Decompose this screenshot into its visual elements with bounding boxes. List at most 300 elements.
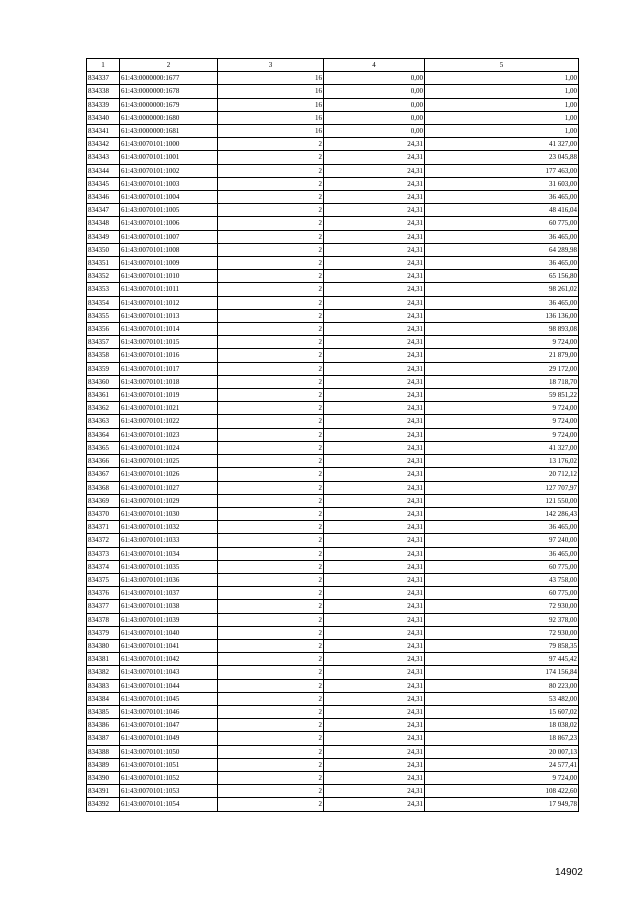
table-row	[87, 375, 579, 388]
table-row	[87, 296, 579, 309]
rate-cell: 24,31	[324, 758, 425, 771]
rate-cell: 24,31	[324, 362, 425, 375]
column-header-2: 2	[120, 59, 218, 72]
table-row	[87, 283, 579, 296]
cadastral-number-cell: 61:43:0070101:1035	[120, 560, 218, 573]
code-cell: 2	[218, 560, 324, 573]
table-row	[87, 362, 579, 375]
rate-cell: 24,31	[324, 323, 425, 336]
rate-cell: 24,31	[324, 375, 425, 388]
rate-cell: 24,31	[324, 191, 425, 204]
cadastral-number-cell: 61:43:0070101:1002	[120, 164, 218, 177]
row-number-cell: 834350	[87, 243, 120, 256]
table-row	[87, 560, 579, 573]
rate-cell: 24,31	[324, 679, 425, 692]
value-cell: 1,00	[425, 85, 579, 98]
row-number-cell: 834381	[87, 653, 120, 666]
value-cell: 72 930,00	[425, 626, 579, 639]
rate-cell: 24,31	[324, 547, 425, 560]
rate-cell: 24,31	[324, 666, 425, 679]
code-cell: 2	[218, 547, 324, 560]
table-row	[87, 666, 579, 679]
value-cell: 1,00	[425, 72, 579, 85]
value-cell: 59 851,22	[425, 389, 579, 402]
table-body	[87, 72, 579, 811]
value-cell: 1,00	[425, 98, 579, 111]
code-cell: 2	[218, 455, 324, 468]
cadastral-number-cell: 61:43:0070101:1001	[120, 151, 218, 164]
cadastral-number-cell: 61:43:0070101:1021	[120, 402, 218, 415]
table-row	[87, 217, 579, 230]
table-row	[87, 323, 579, 336]
value-cell: 174 156,84	[425, 666, 579, 679]
value-cell: 9 724,00	[425, 415, 579, 428]
code-cell: 2	[218, 534, 324, 547]
rate-cell: 24,31	[324, 653, 425, 666]
row-number-cell: 834352	[87, 270, 120, 283]
table-row	[87, 798, 579, 811]
cadastral-number-cell: 61:43:0070101:1022	[120, 415, 218, 428]
row-number-cell: 834354	[87, 296, 120, 309]
table-row	[87, 164, 579, 177]
table-row	[87, 98, 579, 111]
row-number-cell: 834341	[87, 125, 120, 138]
row-number-cell: 834365	[87, 441, 120, 454]
cadastral-number-cell: 61:43:0070101:1027	[120, 481, 218, 494]
code-cell: 2	[218, 600, 324, 613]
cadastral-number-cell: 61:43:0070101:1045	[120, 692, 218, 705]
value-cell: 20 712,12	[425, 468, 579, 481]
rate-cell: 24,31	[324, 494, 425, 507]
rate-cell: 24,31	[324, 230, 425, 243]
code-cell: 2	[218, 639, 324, 652]
cadastral-number-cell: 61:43:0070101:1011	[120, 283, 218, 296]
cadastral-number-cell: 61:43:0070101:1033	[120, 534, 218, 547]
cadastral-number-cell: 61:43:0070101:1003	[120, 177, 218, 190]
code-cell: 16	[218, 85, 324, 98]
rate-cell: 24,31	[324, 481, 425, 494]
cadastral-number-cell: 61:43:0070101:1017	[120, 362, 218, 375]
row-number-cell: 834386	[87, 719, 120, 732]
column-header-5: 5	[425, 59, 579, 72]
code-cell: 2	[218, 719, 324, 732]
row-number-cell: 834388	[87, 745, 120, 758]
value-cell: 29 172,00	[425, 362, 579, 375]
cadastral-number-cell: 61:43:0070101:1014	[120, 323, 218, 336]
value-cell: 98 893,08	[425, 323, 579, 336]
code-cell: 2	[218, 309, 324, 322]
registry-table	[86, 58, 579, 812]
value-cell: 18 718,70	[425, 375, 579, 388]
table-row	[87, 125, 579, 138]
cadastral-number-cell: 61:43:0070101:1025	[120, 455, 218, 468]
rate-cell: 24,31	[324, 468, 425, 481]
cadastral-number-cell: 61:43:0000000:1678	[120, 85, 218, 98]
value-cell: 36 465,00	[425, 257, 579, 270]
table-row	[87, 507, 579, 520]
table-row	[87, 732, 579, 745]
cadastral-number-cell: 61:43:0070101:1024	[120, 441, 218, 454]
code-cell: 16	[218, 111, 324, 124]
code-cell: 2	[218, 323, 324, 336]
value-cell: 36 465,00	[425, 296, 579, 309]
value-cell: 60 775,00	[425, 560, 579, 573]
cadastral-number-cell: 61:43:0000000:1681	[120, 125, 218, 138]
rate-cell: 24,31	[324, 785, 425, 798]
rate-cell: 24,31	[324, 613, 425, 626]
value-cell: 98 261,02	[425, 283, 579, 296]
cadastral-number-cell: 61:43:0070101:1029	[120, 494, 218, 507]
row-number-cell: 834383	[87, 679, 120, 692]
table-row	[87, 468, 579, 481]
rate-cell: 24,31	[324, 692, 425, 705]
code-cell: 2	[218, 481, 324, 494]
rate-cell: 24,31	[324, 587, 425, 600]
code-cell: 2	[218, 653, 324, 666]
cadastral-number-cell: 61:43:0070101:1034	[120, 547, 218, 560]
value-cell: 60 775,00	[425, 217, 579, 230]
code-cell: 2	[218, 732, 324, 745]
value-cell: 43 758,00	[425, 573, 579, 586]
page-number: 14902	[555, 867, 583, 878]
value-cell: 48 416,04	[425, 204, 579, 217]
rate-cell: 24,31	[324, 560, 425, 573]
table-row	[87, 402, 579, 415]
value-cell: 97 445,42	[425, 653, 579, 666]
rate-cell: 24,31	[324, 270, 425, 283]
code-cell: 2	[218, 389, 324, 402]
value-cell: 9 724,00	[425, 336, 579, 349]
table-row	[87, 257, 579, 270]
row-number-cell: 834342	[87, 138, 120, 151]
row-number-cell: 834364	[87, 428, 120, 441]
cadastral-number-cell: 61:43:0070101:1043	[120, 666, 218, 679]
rate-cell: 24,31	[324, 428, 425, 441]
code-cell: 2	[218, 164, 324, 177]
row-number-cell: 834345	[87, 177, 120, 190]
code-cell: 2	[218, 785, 324, 798]
code-cell: 2	[218, 521, 324, 534]
rate-cell: 24,31	[324, 151, 425, 164]
row-number-cell: 834371	[87, 521, 120, 534]
row-number-cell: 834366	[87, 455, 120, 468]
rate-cell: 24,31	[324, 798, 425, 811]
table-row	[87, 415, 579, 428]
cadastral-number-cell: 61:43:0070101:1053	[120, 785, 218, 798]
row-number-cell: 834337	[87, 72, 120, 85]
cadastral-number-cell: 61:43:0070101:1026	[120, 468, 218, 481]
code-cell: 2	[218, 679, 324, 692]
row-number-cell: 834369	[87, 494, 120, 507]
cadastral-number-cell: 61:43:0070101:1039	[120, 613, 218, 626]
row-number-cell: 834370	[87, 507, 120, 520]
code-cell: 2	[218, 204, 324, 217]
table-row	[87, 72, 579, 85]
value-cell: 15 607,02	[425, 705, 579, 718]
row-number-cell: 834349	[87, 230, 120, 243]
rate-cell: 24,31	[324, 705, 425, 718]
table-row	[87, 230, 579, 243]
rate-cell: 24,31	[324, 745, 425, 758]
value-cell: 142 286,43	[425, 507, 579, 520]
table-row	[87, 177, 579, 190]
code-cell: 2	[218, 626, 324, 639]
code-cell: 16	[218, 98, 324, 111]
table-row	[87, 626, 579, 639]
rate-cell: 24,31	[324, 177, 425, 190]
cadastral-number-cell: 61:43:0070101:1008	[120, 243, 218, 256]
value-cell: 80 223,00	[425, 679, 579, 692]
cadastral-number-cell: 61:43:0070101:1000	[120, 138, 218, 151]
row-number-cell: 834376	[87, 587, 120, 600]
cadastral-number-cell: 61:43:0070101:1041	[120, 639, 218, 652]
table-row	[87, 191, 579, 204]
cadastral-number-cell: 61:43:0070101:1023	[120, 428, 218, 441]
row-number-cell: 834339	[87, 98, 120, 111]
table-row	[87, 243, 579, 256]
table-row	[87, 785, 579, 798]
cadastral-number-cell: 61:43:0070101:1047	[120, 719, 218, 732]
table-row	[87, 151, 579, 164]
cadastral-number-cell: 61:43:0070101:1018	[120, 375, 218, 388]
table-row	[87, 309, 579, 322]
row-number-cell: 834391	[87, 785, 120, 798]
value-cell: 177 463,00	[425, 164, 579, 177]
rate-cell: 24,31	[324, 283, 425, 296]
table-row	[87, 534, 579, 547]
row-number-cell: 834379	[87, 626, 120, 639]
row-number-cell: 834385	[87, 705, 120, 718]
code-cell: 2	[218, 758, 324, 771]
row-number-cell: 834372	[87, 534, 120, 547]
row-number-cell: 834390	[87, 771, 120, 784]
value-cell: 121 550,00	[425, 494, 579, 507]
cadastral-number-cell: 61:43:0070101:1005	[120, 204, 218, 217]
value-cell: 36 465,00	[425, 230, 579, 243]
code-cell: 2	[218, 428, 324, 441]
table-row	[87, 600, 579, 613]
row-number-cell: 834380	[87, 639, 120, 652]
code-cell: 2	[218, 230, 324, 243]
row-number-cell: 834347	[87, 204, 120, 217]
table-row	[87, 745, 579, 758]
rate-cell: 24,31	[324, 507, 425, 520]
row-number-cell: 834389	[87, 758, 120, 771]
code-cell: 2	[218, 270, 324, 283]
rate-cell: 24,31	[324, 243, 425, 256]
value-cell: 36 465,00	[425, 547, 579, 560]
value-cell: 79 858,35	[425, 639, 579, 652]
code-cell: 2	[218, 613, 324, 626]
code-cell: 2	[218, 494, 324, 507]
cadastral-number-cell: 61:43:0070101:1030	[120, 507, 218, 520]
row-number-cell: 834384	[87, 692, 120, 705]
value-cell: 53 482,00	[425, 692, 579, 705]
value-cell: 20 007,13	[425, 745, 579, 758]
value-cell: 13 176,02	[425, 455, 579, 468]
code-cell: 2	[218, 587, 324, 600]
table-row	[87, 547, 579, 560]
code-cell: 2	[218, 771, 324, 784]
row-number-cell: 834377	[87, 600, 120, 613]
cadastral-number-cell: 61:43:0070101:1049	[120, 732, 218, 745]
value-cell: 9 724,00	[425, 402, 579, 415]
code-cell: 2	[218, 296, 324, 309]
value-cell: 41 327,00	[425, 138, 579, 151]
table-row	[87, 587, 579, 600]
code-cell: 2	[218, 283, 324, 296]
value-cell: 9 724,00	[425, 428, 579, 441]
value-cell: 64 289,98	[425, 243, 579, 256]
code-cell: 2	[218, 573, 324, 586]
cadastral-number-cell: 61:43:0070101:1044	[120, 679, 218, 692]
table-row	[87, 428, 579, 441]
row-number-cell: 834340	[87, 111, 120, 124]
rate-cell: 24,31	[324, 204, 425, 217]
row-number-cell: 834387	[87, 732, 120, 745]
code-cell: 2	[218, 138, 324, 151]
rate-cell: 24,31	[324, 217, 425, 230]
cadastral-number-cell: 61:43:0070101:1019	[120, 389, 218, 402]
rate-cell: 24,31	[324, 732, 425, 745]
row-number-cell: 834348	[87, 217, 120, 230]
cadastral-number-cell: 61:43:0070101:1009	[120, 257, 218, 270]
value-cell: 1,00	[425, 111, 579, 124]
rate-cell: 24,31	[324, 600, 425, 613]
table-row	[87, 138, 579, 151]
code-cell: 2	[218, 666, 324, 679]
value-cell: 18 038,02	[425, 719, 579, 732]
cadastral-number-cell: 61:43:0000000:1680	[120, 111, 218, 124]
table-row	[87, 771, 579, 784]
table-row	[87, 719, 579, 732]
row-number-cell: 834343	[87, 151, 120, 164]
table-row	[87, 481, 579, 494]
code-cell: 2	[218, 177, 324, 190]
value-cell: 65 156,80	[425, 270, 579, 283]
value-cell: 72 930,00	[425, 600, 579, 613]
code-cell: 2	[218, 705, 324, 718]
row-number-cell: 834363	[87, 415, 120, 428]
rate-cell: 24,31	[324, 719, 425, 732]
value-cell: 23 045,88	[425, 151, 579, 164]
value-cell: 36 465,00	[425, 191, 579, 204]
table-row	[87, 494, 579, 507]
rate-cell: 24,31	[324, 164, 425, 177]
rate-cell: 24,31	[324, 296, 425, 309]
code-cell: 2	[218, 375, 324, 388]
table-row	[87, 85, 579, 98]
row-number-cell: 834357	[87, 336, 120, 349]
rate-cell: 24,31	[324, 257, 425, 270]
row-number-cell: 834373	[87, 547, 120, 560]
column-header-3: 3	[218, 59, 324, 72]
rate-cell: 24,31	[324, 521, 425, 534]
value-cell: 24 577,41	[425, 758, 579, 771]
rate-cell: 24,31	[324, 455, 425, 468]
header-row	[87, 59, 579, 72]
rate-cell: 0,00	[324, 125, 425, 138]
row-number-cell: 834355	[87, 309, 120, 322]
code-cell: 16	[218, 125, 324, 138]
code-cell: 2	[218, 402, 324, 415]
rate-cell: 24,31	[324, 771, 425, 784]
table-row	[87, 521, 579, 534]
row-number-cell: 834367	[87, 468, 120, 481]
cadastral-number-cell: 61:43:0070101:1007	[120, 230, 218, 243]
table-row	[87, 758, 579, 771]
cadastral-number-cell: 61:43:0070101:1042	[120, 653, 218, 666]
code-cell: 2	[218, 507, 324, 520]
cadastral-number-cell: 61:43:0070101:1010	[120, 270, 218, 283]
code-cell: 2	[218, 191, 324, 204]
row-number-cell: 834353	[87, 283, 120, 296]
row-number-cell: 834338	[87, 85, 120, 98]
rate-cell: 24,31	[324, 639, 425, 652]
cadastral-number-cell: 61:43:0070101:1040	[120, 626, 218, 639]
table-row	[87, 204, 579, 217]
row-number-cell: 834378	[87, 613, 120, 626]
value-cell: 92 378,00	[425, 613, 579, 626]
table-row	[87, 573, 579, 586]
column-header-1: 1	[87, 59, 120, 72]
row-number-cell: 834374	[87, 560, 120, 573]
table-row	[87, 653, 579, 666]
value-cell: 36 465,00	[425, 521, 579, 534]
code-cell: 2	[218, 441, 324, 454]
table-row	[87, 455, 579, 468]
rate-cell: 24,31	[324, 309, 425, 322]
code-cell: 2	[218, 362, 324, 375]
value-cell: 41 327,00	[425, 441, 579, 454]
code-cell: 2	[218, 257, 324, 270]
code-cell: 2	[218, 349, 324, 362]
row-number-cell: 834392	[87, 798, 120, 811]
rate-cell: 24,31	[324, 389, 425, 402]
value-cell: 97 240,00	[425, 534, 579, 547]
row-number-cell: 834375	[87, 573, 120, 586]
table-row	[87, 679, 579, 692]
value-cell: 136 136,00	[425, 309, 579, 322]
code-cell: 2	[218, 243, 324, 256]
cadastral-number-cell: 61:43:0070101:1038	[120, 600, 218, 613]
code-cell: 2	[218, 415, 324, 428]
row-number-cell: 834356	[87, 323, 120, 336]
row-number-cell: 834346	[87, 191, 120, 204]
rate-cell: 0,00	[324, 98, 425, 111]
cadastral-number-cell: 61:43:0000000:1677	[120, 72, 218, 85]
row-number-cell: 834362	[87, 402, 120, 415]
value-cell: 31 603,00	[425, 177, 579, 190]
cadastral-number-cell: 61:43:0070101:1013	[120, 309, 218, 322]
table-row	[87, 705, 579, 718]
code-cell: 2	[218, 468, 324, 481]
rate-cell: 24,31	[324, 626, 425, 639]
table-row	[87, 111, 579, 124]
rate-cell: 24,31	[324, 138, 425, 151]
row-number-cell: 834344	[87, 164, 120, 177]
value-cell: 60 775,00	[425, 587, 579, 600]
rate-cell: 24,31	[324, 349, 425, 362]
row-number-cell: 834382	[87, 666, 120, 679]
cadastral-number-cell: 61:43:0000000:1679	[120, 98, 218, 111]
cadastral-number-cell: 61:43:0070101:1052	[120, 771, 218, 784]
row-number-cell: 834368	[87, 481, 120, 494]
rate-cell: 24,31	[324, 534, 425, 547]
cadastral-number-cell: 61:43:0070101:1032	[120, 521, 218, 534]
cadastral-number-cell: 61:43:0070101:1036	[120, 573, 218, 586]
value-cell: 108 422,60	[425, 785, 579, 798]
